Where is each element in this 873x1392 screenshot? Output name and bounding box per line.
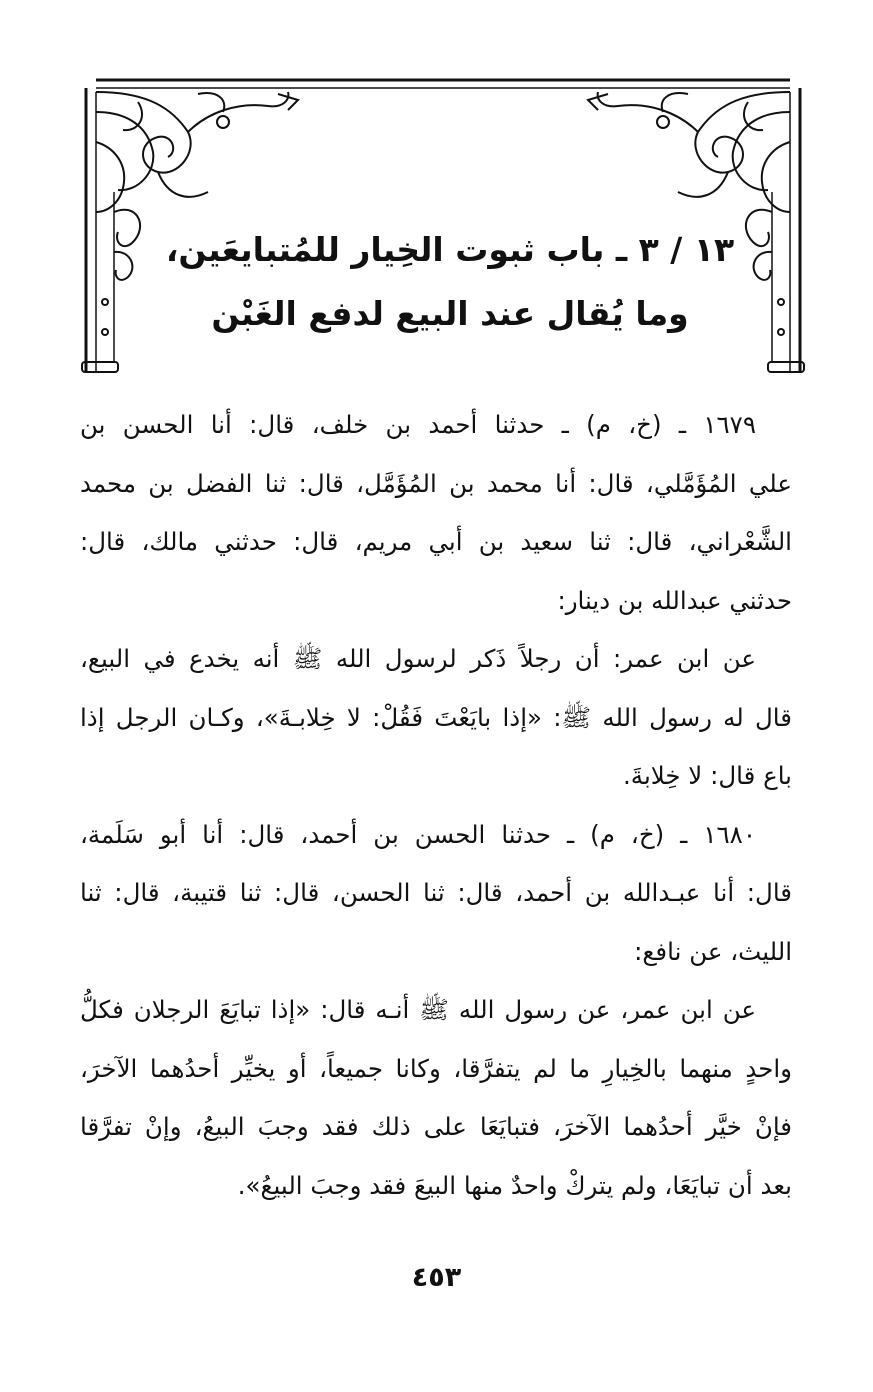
text-line: قال له رسول الله ﷺ: «إذا بايَعْتَ فَقُلْ: لا خِلابـةَ»، وكـان الرجل إذا [80, 702, 792, 732]
text-line: الليث، عن نافع: [634, 936, 792, 966]
text-line: باع قال: لا خِلابةَ. [623, 761, 792, 790]
hadith-1680-isnad [80, 806, 792, 982]
text-line: ١٦٨٠ ـ (خ، م) ـ حدثنا الحسن بن أحمد، قال: أنا أبو سَلَمة، [80, 819, 756, 849]
text-line: علي المُؤَمَّلي، قال: أنا محمد بن المُؤَمَّل، قال: ثنا الفضل بن محمد [80, 468, 792, 498]
chapter-heading-line-1: ١٣ / ٣ ـ باب ثبوت الخِيار للمُتبايعَين، [165, 230, 735, 269]
text-line: واحدٍ منهما بالخِيارِ ما لم يتفرَّقا، وكانا جميعاً، أو يخيِّر أحدُهما الآخرَ، [80, 1053, 792, 1083]
text-line: فإنْ خيَّر أحدُهما الآخرَ، فتبايَعَا على ذلك فقد وجبَ البيعُ، وإنْ تفرَّقا [80, 1112, 792, 1141]
page-number: ٤٥٣ [411, 1262, 462, 1293]
hadith-1679-isnad [80, 396, 792, 630]
text-line: الشَّعْراني، قال: ثنا سعيد بن أبي مريم، قال: حدثني مالك، قال: [80, 527, 792, 556]
page-body [80, 396, 792, 1215]
text-line: عن ابن عمر، عن رسول الله ﷺ أنـه قال: «إذا تبايَعَ الرجلان فكلُّ [80, 995, 756, 1024]
hadith-1680-matn [80, 981, 792, 1215]
text-line: حدثني عبدالله بن دينار: [557, 585, 792, 615]
text-line: عن ابن عمر: أن رجلاً ذَكر لرسول الله ﷺ أنه يخدع في البيع، [80, 644, 756, 673]
chapter-heading-line-2: وما يُقال عند البيع لدفع الغَبْن [211, 294, 689, 333]
text-line: قال: أنا عبـدالله بن أحمد، قال: ثنا الحسن، قال: ثنا قتيبة، قال: ثنا [80, 878, 792, 907]
hadith-1679-matn [80, 630, 792, 806]
chapter-heading [150, 218, 750, 346]
text-line: ١٦٧٩ ـ (خ، م) ـ حدثنا أحمد بن خلف، قال: أنا الحسن بن [80, 410, 756, 439]
text-line: بعد أن تبايَعَا، ولم يتركْ واحدٌ منها البيعَ فقد وجبَ البيعُ». [237, 1170, 792, 1200]
